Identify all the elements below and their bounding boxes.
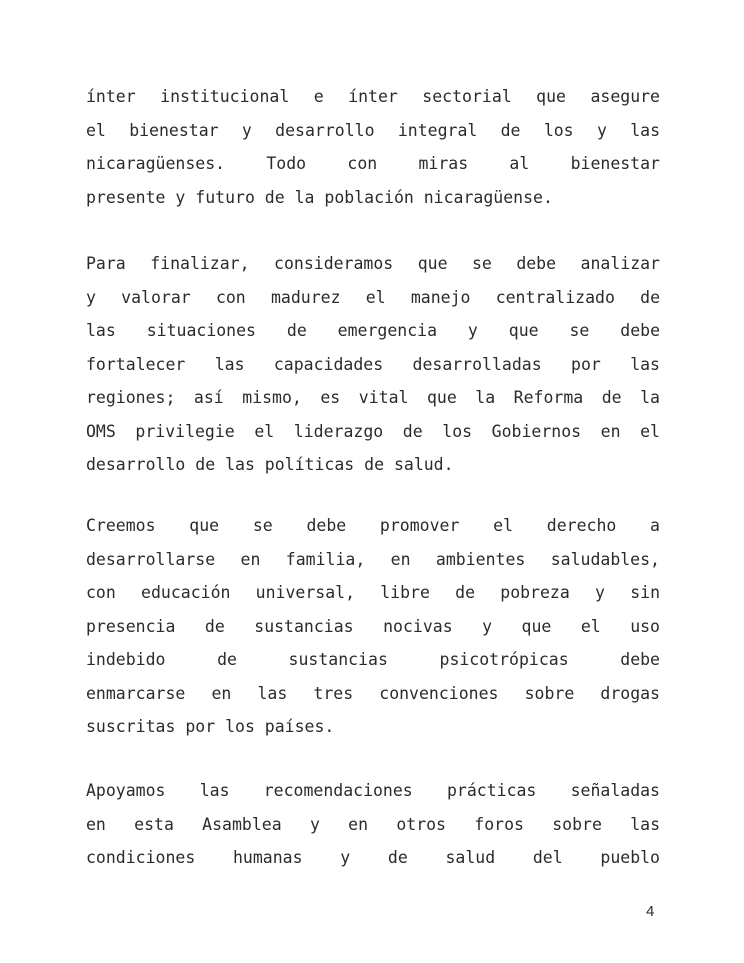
text-line: presente y futuro de la población nicaragüense. xyxy=(86,187,553,207)
paragraph-1 xyxy=(86,89,660,223)
text-line: con educación universal, libre de pobreza y sin xyxy=(86,583,660,602)
text-line: las situaciones de emergencia y que se debe xyxy=(86,321,660,340)
page-number: 4 xyxy=(646,903,655,920)
text-line: suscritas por los países. xyxy=(86,717,335,736)
text-line: fortalecer las capacidades desarrolladas por las xyxy=(86,354,660,374)
text-line: nicaragüenses. Todo con miras al bienestar xyxy=(86,154,660,173)
text-line: el bienestar y desarrollo integral de los y las xyxy=(86,120,660,140)
paragraph-2 xyxy=(86,256,660,491)
text-line: OMS privilegie el liderazgo de los Gobiernos en el xyxy=(86,421,660,441)
text-line: desarrollo de las políticas de salud. xyxy=(86,455,454,474)
text-line: indebido de sustancias psicotrópicas debe xyxy=(86,650,660,669)
text-line: Para finalizar, consideramos que se debe analizar xyxy=(86,254,660,273)
text-line: regiones; así mismo, es vital que la Reforma de la xyxy=(86,388,660,407)
paragraph-3 xyxy=(86,518,660,753)
paragraph-4 xyxy=(86,783,660,884)
text-line: enmarcarse en las tres convenciones sobre drogas xyxy=(86,683,660,703)
text-line: y valorar con madurez el manejo centralizado de xyxy=(86,287,660,307)
text-line: Apoyamos las recomendaciones prácticas señaladas xyxy=(86,781,660,800)
text-line: presencia de sustancias nocivas y que el uso xyxy=(86,616,660,636)
text-line: condiciones humanas y de salud del pueblo xyxy=(86,848,660,867)
text-line: en esta Asamblea y en otros foros sobre las xyxy=(86,814,660,834)
text-line: Creemos que se debe promover el derecho a xyxy=(86,516,660,535)
text-line: desarrollarse en familia, en ambientes saludables, xyxy=(86,549,660,569)
text-line: ínter institucional e ínter sectorial que asegure xyxy=(86,87,660,106)
